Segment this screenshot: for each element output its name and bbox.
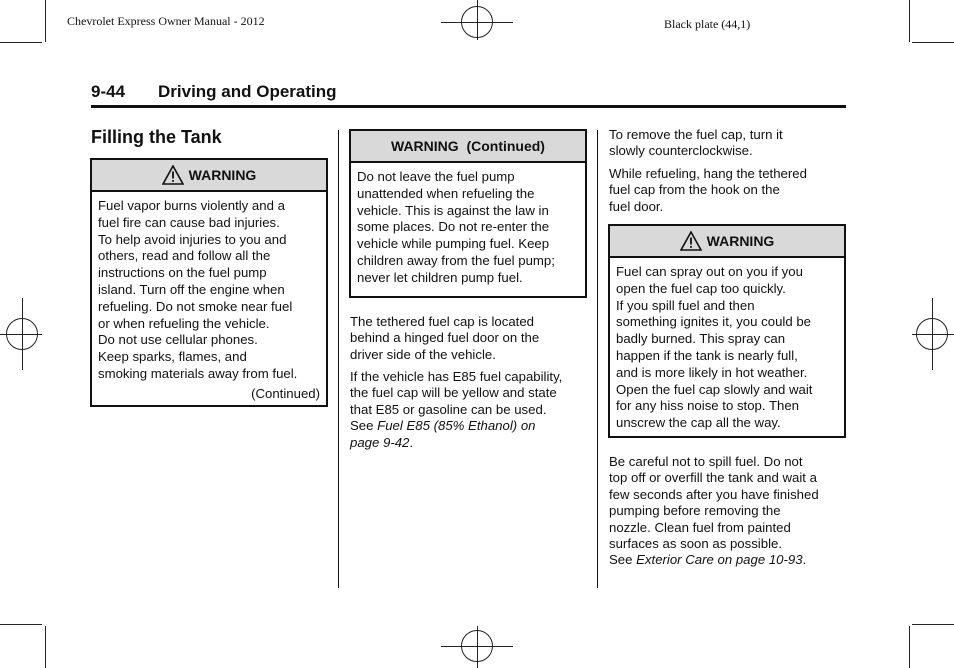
text-line: If the vehicle has E85 fuel capability, bbox=[350, 369, 563, 384]
warning-triangle-icon bbox=[162, 165, 184, 185]
text-line: While refueling, hang the tethered bbox=[609, 166, 807, 181]
warning-box-fuel-spray bbox=[608, 224, 846, 438]
warning-text bbox=[610, 258, 844, 432]
warning-line: If you spill fuel and then bbox=[616, 297, 755, 313]
warning-line: for any hiss noise to stop. Then bbox=[616, 398, 800, 414]
warning-line: some places. Do not re-enter the bbox=[357, 219, 550, 235]
page-number: 9-44 bbox=[91, 82, 126, 101]
warning-line: island. Turn off the engine when bbox=[98, 281, 285, 297]
paragraph-e85 bbox=[350, 369, 590, 451]
warning-text bbox=[351, 163, 585, 287]
warning-line: smoking materials away from fuel. bbox=[98, 365, 298, 381]
crop-mark bbox=[909, 0, 910, 42]
warning-line: Keep sparks, flames, and bbox=[98, 349, 247, 365]
warning-line: To help avoid injuries to you and bbox=[98, 231, 287, 247]
crop-mark bbox=[0, 624, 42, 625]
text-line: To remove the fuel cap, turn it bbox=[609, 127, 783, 142]
column-rule bbox=[597, 130, 598, 588]
text-line: nozzle. Clean fuel from painted bbox=[609, 519, 791, 535]
text-line: fuel cap from the hook on the bbox=[609, 182, 780, 198]
section-title: Driving and Operating bbox=[158, 82, 337, 101]
text-line: few seconds after you have finished bbox=[609, 486, 819, 502]
warning-line: or when refueling the vehicle. bbox=[98, 315, 270, 331]
running-header-plate: Black plate (44,1) bbox=[664, 17, 751, 31]
warning-line: unattended when refueling the bbox=[357, 185, 535, 201]
warning-line: open the fuel cap too quickly. bbox=[616, 280, 786, 296]
continued-label: (Continued) bbox=[251, 385, 320, 401]
paragraph-hang-cap bbox=[609, 166, 849, 215]
warning-title-bar bbox=[92, 160, 326, 192]
text-line: that E85 or gasoline can be used. bbox=[350, 401, 547, 417]
warning-line: vehicle. This is against the law in bbox=[357, 202, 549, 218]
warning-line: unscrew the cap all the way. bbox=[616, 415, 781, 431]
text-line: top off or overfill the tank and wait a bbox=[609, 470, 817, 486]
crop-mark bbox=[909, 626, 910, 668]
text-line: behind a hinged fuel door on the bbox=[350, 330, 540, 346]
warning-title-bar bbox=[351, 131, 585, 163]
paragraph-fuel-cap-location bbox=[350, 314, 590, 363]
warning-line: others, read and follow all the bbox=[98, 248, 271, 264]
text-line: slowly counterclockwise. bbox=[609, 143, 753, 159]
text-line: driver side of the vehicle. bbox=[350, 346, 496, 362]
warning-line: never let children pump fuel. bbox=[357, 269, 523, 285]
warning-line: refueling. Do not smoke near fuel bbox=[98, 298, 293, 314]
crop-mark bbox=[0, 42, 42, 43]
text-line: The tethered fuel cap is located bbox=[350, 314, 535, 329]
warning-box-fuel-vapor bbox=[90, 158, 328, 407]
text-line: surfaces as soon as possible. bbox=[609, 536, 782, 552]
warning-line: children away from the fuel pump; bbox=[357, 252, 555, 268]
text-line: pumping before removing the bbox=[609, 503, 781, 519]
section-header bbox=[91, 81, 846, 108]
warning-label: WARNING bbox=[706, 233, 775, 249]
warning-label: WARNING bbox=[188, 167, 257, 183]
cross-reference-link[interactable]: Fuel E85 (85% Ethanol) on bbox=[377, 418, 536, 434]
warning-box-continued bbox=[349, 129, 587, 298]
warning-line: happen if the tank is nearly full, bbox=[616, 347, 798, 363]
column-rule bbox=[338, 130, 339, 588]
warning-line: something ignites it, you could be bbox=[616, 314, 811, 330]
warning-line: Open the fuel cap slowly and wait bbox=[616, 381, 813, 397]
paragraph-remove-cap bbox=[609, 127, 849, 160]
see-prefix: See bbox=[350, 418, 378, 434]
see-prefix: See bbox=[609, 552, 637, 568]
text-line: Be careful not to spill fuel. Do not bbox=[609, 454, 803, 469]
heading-filling-the-tank: Filling the Tank bbox=[91, 127, 222, 147]
paragraph-spill-caution bbox=[609, 454, 854, 569]
warning-line: vehicle while pumping fuel. Keep bbox=[357, 236, 550, 252]
warning-line: Fuel vapor burns violently and a bbox=[98, 198, 285, 213]
cross-reference-link[interactable]: Exterior Care on page 10-93 bbox=[636, 552, 803, 568]
crop-mark bbox=[912, 42, 954, 43]
text-period: . bbox=[409, 434, 414, 450]
warning-line: instructions on the fuel pump bbox=[98, 265, 267, 281]
crop-mark bbox=[912, 624, 954, 625]
warning-line: badly burned. This spray can bbox=[616, 331, 786, 347]
warning-triangle-icon bbox=[680, 231, 702, 251]
crop-mark bbox=[45, 626, 46, 668]
warning-line: Do not leave the fuel pump bbox=[357, 169, 515, 184]
text-period: . bbox=[802, 552, 807, 568]
warning-line: and is more likely in hot weather. bbox=[616, 364, 808, 380]
warning-line: fuel fire can cause bad injuries. bbox=[98, 214, 280, 230]
cross-reference-link[interactable]: page 9-42 bbox=[350, 434, 410, 450]
warning-text bbox=[92, 192, 326, 383]
warning-line: Do not use cellular phones. bbox=[98, 332, 258, 348]
warning-label: WARNING (Continued) bbox=[391, 138, 545, 154]
warning-line: Fuel can spray out on you if you bbox=[616, 264, 803, 279]
running-header-title: Chevrolet Express Owner Manual - 2012 bbox=[67, 14, 265, 28]
text-line: fuel door. bbox=[609, 198, 664, 214]
crop-mark bbox=[45, 0, 46, 42]
text-line: the fuel cap will be yellow and state bbox=[350, 385, 557, 401]
warning-title-bar bbox=[610, 226, 844, 258]
